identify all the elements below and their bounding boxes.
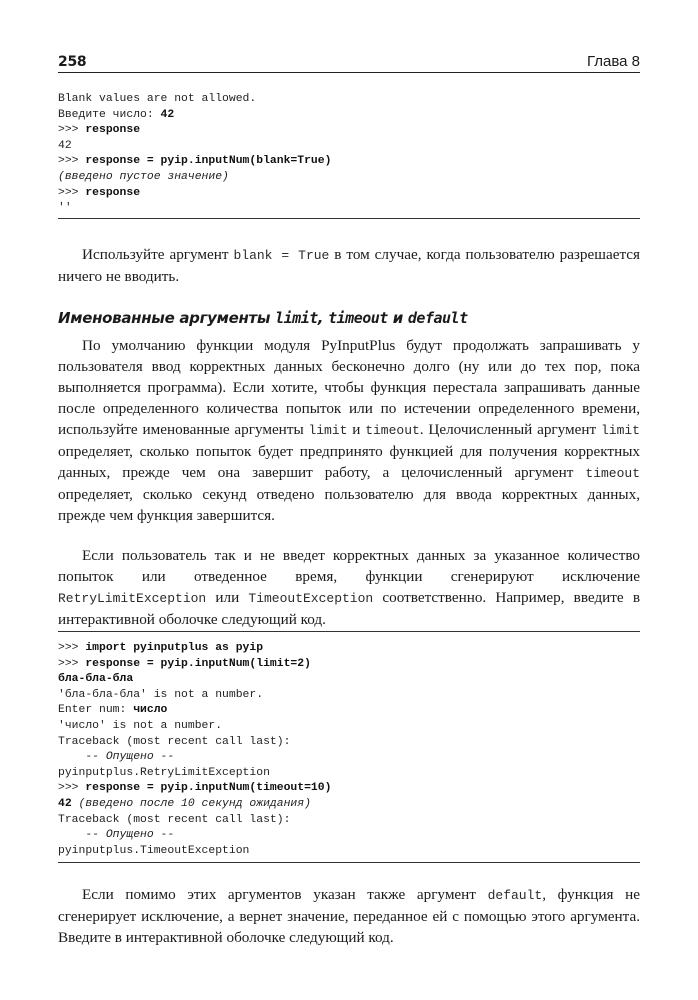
paragraph-blank-argument (58, 244, 640, 287)
code-segment: 42 (58, 139, 72, 152)
text-run: , функция не сгенерирует исключение, а вернет значение, переданное ей с помощью этого аргумента. Введите в интерактивной оболочке следующий код. (58, 886, 640, 946)
text-run: и (387, 309, 408, 327)
text-run: определяет, сколько попыток будет предпринято функцией для получения корректных данных, прежде чем она завершит работу, а целочисленный аргумент (58, 443, 640, 481)
code-segment: Traceback (most recent call last): (58, 813, 291, 826)
code-block-bottom-rule (58, 218, 640, 219)
code-segment: >>> (58, 124, 86, 137)
code-segment: 42 (160, 108, 175, 121)
code-block-bottom-rule (58, 862, 640, 863)
code-segment: число (133, 704, 168, 717)
code-segment: Enter num: (58, 704, 134, 717)
code-segment: response = pyip.inputNum(timeout=10) (85, 782, 332, 795)
text-run: соответственно. Например, введите в интерактивной оболочке следующий код. (58, 589, 640, 628)
paragraph-default-argument (58, 884, 640, 948)
section-heading (58, 309, 468, 327)
code-segment: response (85, 124, 141, 137)
paragraph-limit-timeout (58, 335, 640, 526)
paragraph-exceptions (58, 545, 640, 630)
code-segment: бла-бла-бла (58, 673, 134, 686)
code-segment: Blank values are not allowed. (58, 93, 257, 105)
code-segment: (введено после 10 секунд ожидания) (71, 797, 311, 810)
code-segment: >>> (58, 642, 86, 654)
code-segment (58, 829, 85, 841)
code-segment: response = pyip.inputNum(blank=True) (85, 155, 332, 168)
code-segment: response (85, 186, 141, 199)
text-run: определяет, сколько секунд отведено пользователю для ввода корректных данных, прежде чем функция завершится. (58, 486, 640, 524)
code-segment: '' (58, 202, 72, 215)
text-run: . Целочисленный аргумент (419, 421, 601, 438)
code-segment: -- Опущено -- (85, 829, 175, 842)
code-segment: Введите число: (58, 108, 161, 121)
code-segment: >>> (58, 657, 86, 670)
code-segment: >>> (58, 782, 86, 795)
heading-code: default (407, 309, 468, 327)
code-block-blank (58, 92, 331, 217)
code-segment: pyinputplus.RetryLimitException (58, 766, 270, 779)
heading-code: timeout (328, 309, 388, 327)
code-segment: 'число' is not a number. (58, 719, 223, 732)
code-block-top-rule (58, 631, 640, 632)
header-rule (58, 72, 640, 73)
book-page (58, 52, 640, 946)
chapter-title: Глава 8 (586, 53, 640, 70)
text-run: и (347, 421, 366, 438)
code-segment: -- Опущено -- (85, 751, 175, 764)
code-segment: (введено пустое значение) (58, 170, 229, 183)
inline-code: limit (600, 423, 640, 438)
inline-code: timeout (585, 466, 640, 481)
code-segment (58, 751, 85, 763)
text-run: Используйте аргумент (82, 246, 234, 263)
code-segment: pyinputplus.TimeoutException (58, 844, 250, 857)
inline-code: RetryLimitException (58, 591, 207, 606)
page-number: 258 (58, 54, 87, 70)
text-run: , (317, 309, 329, 327)
text-run: По умолчанию функции модуля PyInputPlus будут продолжать запрашивать у пользователя ввод корректных данных бесконечно долго (ну или до тех пор, пока выполняется программа). Если хотите, чтобы функция перестала запрашивать данные после определенного количества попыток или по истечении определенного времени, используйте именованные аргументы (58, 337, 640, 438)
text-run: Именованные аргументы (58, 309, 276, 327)
inline-code: TimeoutException (248, 591, 374, 606)
text-run: в том случае, когда пользователю разрешается ничего не вводить. (58, 246, 640, 285)
inline-code: timeout (365, 423, 420, 438)
code-segment: >>> (58, 186, 86, 199)
code-segment: import pyinputplus as pyip (85, 642, 264, 654)
code-segment: 42 (58, 797, 72, 810)
heading-code: limit (275, 309, 318, 327)
inline-code: default (487, 888, 543, 903)
code-segment: response = pyip.inputNum(limit=2) (85, 657, 311, 670)
page-header (58, 52, 640, 72)
text-run: Если помимо этих аргументов указан также аргумент (82, 886, 488, 903)
code-segment: >>> (58, 155, 86, 168)
code-block-limit-timeout (58, 641, 331, 859)
inline-code: blank = True (233, 248, 330, 263)
code-segment: 'бла-бла-бла' is not a number. (58, 688, 264, 701)
text-run: Если пользователь так и не введет корректных данных за указанное количество попыток или отведенное время, функции сгенерируют исключение (58, 547, 640, 585)
text-run: или (206, 589, 249, 606)
code-segment: Traceback (most recent call last): (58, 735, 291, 748)
inline-code: limit (308, 423, 348, 438)
